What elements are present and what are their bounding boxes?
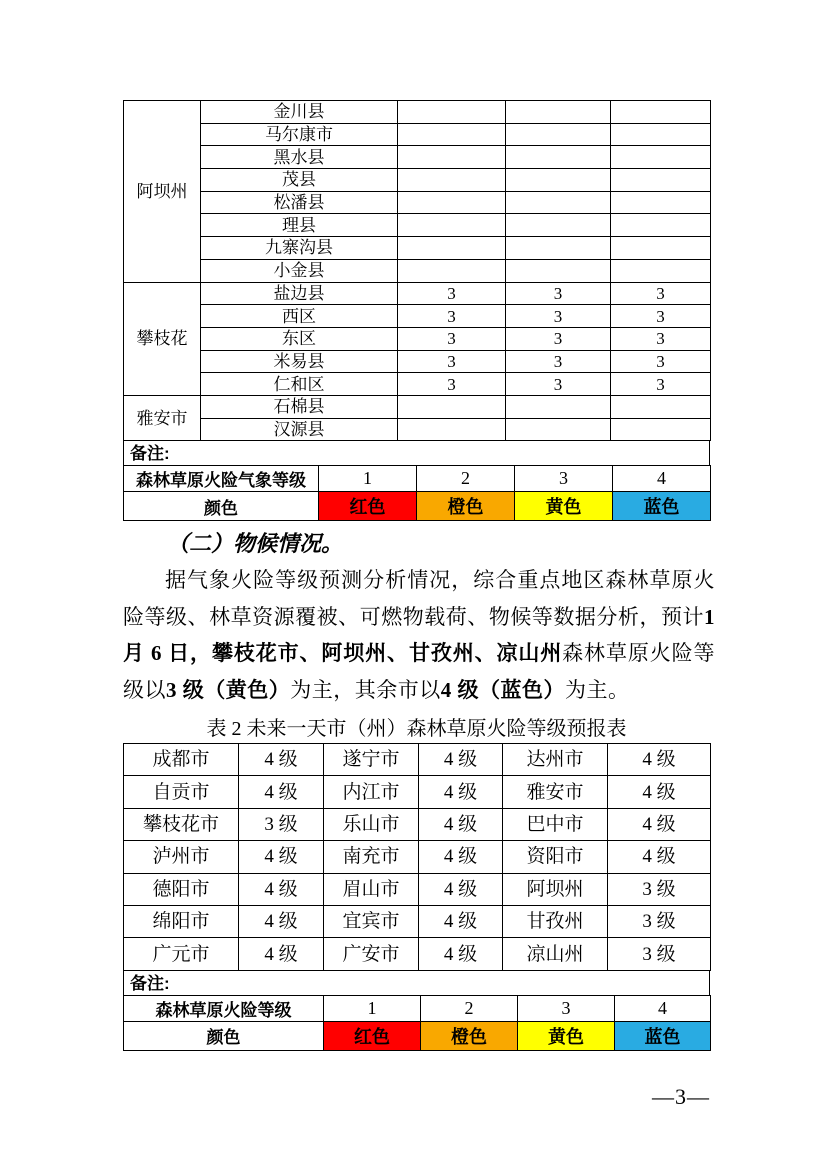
county-cell: 石棉县 xyxy=(201,395,398,418)
legend-level-cell: 1 xyxy=(324,995,421,1021)
county-cell: 盐边县 xyxy=(201,282,398,305)
level-cell: 4 级 xyxy=(419,841,503,873)
legend-level-cell: 3 xyxy=(518,995,615,1021)
legend-level-cell: 4 xyxy=(613,466,711,492)
table1-row xyxy=(124,282,711,305)
county-cell: 金川县 xyxy=(201,101,398,124)
value-cell xyxy=(611,418,711,441)
value-cell: 3 xyxy=(398,350,506,373)
legend-color-cell: 蓝色 xyxy=(615,1021,711,1050)
table1-row xyxy=(124,259,711,282)
table2-data-grid xyxy=(123,743,711,971)
value-cell: 3 xyxy=(611,305,711,328)
value-cell xyxy=(611,123,711,146)
table1-row xyxy=(124,305,711,328)
section-heading: （二）物候情况。 xyxy=(167,531,344,556)
table2-body xyxy=(124,744,711,971)
level-cell: 4 级 xyxy=(608,808,711,840)
level-cell: 3 级 xyxy=(608,938,711,970)
legend-color-cell: 黄色 xyxy=(518,1021,615,1050)
table1-row xyxy=(124,146,711,169)
city-cell: 广安市 xyxy=(324,938,419,970)
region-cell: 雅安市 xyxy=(124,395,201,440)
legend-levels-row xyxy=(124,995,711,1021)
legend-level-cell: 2 xyxy=(421,995,518,1021)
level-cell: 4 级 xyxy=(239,841,324,873)
value-cell xyxy=(611,146,711,169)
table1-row xyxy=(124,101,711,124)
table1-legend-body xyxy=(124,466,711,521)
level-cell: 4 级 xyxy=(419,808,503,840)
table2-row xyxy=(124,776,711,808)
value-cell: 3 xyxy=(611,327,711,350)
legend-color-cell: 橙色 xyxy=(417,492,515,521)
level-cell: 4 级 xyxy=(419,905,503,937)
city-cell: 宜宾市 xyxy=(324,905,419,937)
table1-row xyxy=(124,214,711,237)
legend-label: 森林草原火险气象等级 xyxy=(124,466,319,492)
table1-row xyxy=(124,350,711,373)
value-cell xyxy=(398,418,506,441)
legend-color-cell: 黄色 xyxy=(515,492,613,521)
paragraph-bold-segment: 3 级（黄色） xyxy=(166,678,291,703)
city-cell: 泸州市 xyxy=(124,841,239,873)
level-cell: 4 级 xyxy=(419,776,503,808)
region-cell: 阿坝州 xyxy=(124,101,201,283)
city-cell: 内江市 xyxy=(324,776,419,808)
value-cell xyxy=(506,395,611,418)
city-cell: 成都市 xyxy=(124,744,239,776)
value-cell xyxy=(611,237,711,260)
table2-row xyxy=(124,938,711,970)
value-cell xyxy=(398,237,506,260)
county-cell: 米易县 xyxy=(201,350,398,373)
value-cell xyxy=(506,101,611,124)
legend-color-cell: 红色 xyxy=(324,1021,421,1050)
value-cell xyxy=(398,123,506,146)
city-cell: 甘孜州 xyxy=(503,905,608,937)
table2-row xyxy=(124,744,711,776)
legend-color-cell: 蓝色 xyxy=(613,492,711,521)
value-cell xyxy=(398,146,506,169)
value-cell xyxy=(398,214,506,237)
legend-label: 森林草原火险等级 xyxy=(124,995,324,1021)
value-cell xyxy=(506,214,611,237)
level-cell: 4 级 xyxy=(419,744,503,776)
city-cell: 广元市 xyxy=(124,938,239,970)
table1-body xyxy=(124,101,711,441)
city-cell: 达州市 xyxy=(503,744,608,776)
level-cell: 4 级 xyxy=(239,776,324,808)
value-cell: 3 xyxy=(398,327,506,350)
value-cell: 3 xyxy=(398,282,506,305)
value-cell xyxy=(398,191,506,214)
city-cell: 凉山州 xyxy=(503,938,608,970)
county-cell: 西区 xyxy=(201,305,398,328)
city-cell: 雅安市 xyxy=(503,776,608,808)
county-cell: 东区 xyxy=(201,327,398,350)
legend-color-cell: 橙色 xyxy=(421,1021,518,1050)
county-cell: 黑水县 xyxy=(201,146,398,169)
value-cell xyxy=(398,259,506,282)
table1-row xyxy=(124,191,711,214)
value-cell xyxy=(506,418,611,441)
level-cell: 4 级 xyxy=(239,873,324,905)
level-cell: 4 级 xyxy=(239,938,324,970)
level-cell: 3 级 xyxy=(608,905,711,937)
table2-row xyxy=(124,873,711,905)
level-cell: 4 级 xyxy=(239,744,324,776)
table2-row xyxy=(124,841,711,873)
value-cell: 3 xyxy=(506,350,611,373)
paragraph-bold-segment: 4 级（蓝色） xyxy=(440,678,565,703)
city-cell: 绵阳市 xyxy=(124,905,239,937)
value-cell: 3 xyxy=(398,373,506,396)
county-cell: 马尔康市 xyxy=(201,123,398,146)
value-cell: 3 xyxy=(506,282,611,305)
table2-row xyxy=(124,905,711,937)
table1-meteo-fire-danger xyxy=(123,100,710,521)
value-cell xyxy=(398,101,506,124)
paragraph-segment: 据气象火险等级预测分析情况，综合重点地区森林草原火险等级、林草资源覆被、可燃物载荷、物候等数据分析，预计 xyxy=(123,568,715,629)
county-cell: 仁和区 xyxy=(201,373,398,396)
level-cell: 4 级 xyxy=(608,776,711,808)
value-cell: 3 xyxy=(611,373,711,396)
value-cell: 3 xyxy=(506,373,611,396)
city-cell: 眉山市 xyxy=(324,873,419,905)
county-cell: 理县 xyxy=(201,214,398,237)
table2-legend-body xyxy=(124,995,711,1050)
value-cell xyxy=(506,123,611,146)
table2-legend xyxy=(123,995,711,1051)
value-cell: 3 xyxy=(506,327,611,350)
legend-level-cell: 3 xyxy=(515,466,613,492)
city-cell: 南充市 xyxy=(324,841,419,873)
table1-row xyxy=(124,395,711,418)
county-cell: 松潘县 xyxy=(201,191,398,214)
level-cell: 4 级 xyxy=(419,873,503,905)
table1-row xyxy=(124,237,711,260)
level-cell: 3 级 xyxy=(239,808,324,840)
legend-color-label: 颜色 xyxy=(124,492,319,521)
legend-level-cell: 1 xyxy=(319,466,417,492)
table2-remark-row xyxy=(123,970,710,996)
value-cell: 3 xyxy=(611,282,711,305)
value-cell xyxy=(611,101,711,124)
legend-level-cell: 4 xyxy=(615,995,711,1021)
level-cell: 4 级 xyxy=(239,905,324,937)
county-cell: 茂县 xyxy=(201,169,398,192)
value-cell: 3 xyxy=(398,305,506,328)
city-cell: 阿坝州 xyxy=(503,873,608,905)
level-cell: 4 级 xyxy=(608,744,711,776)
level-cell: 4 级 xyxy=(608,841,711,873)
legend-colors-row xyxy=(124,492,711,521)
value-cell xyxy=(611,169,711,192)
county-cell: 小金县 xyxy=(201,259,398,282)
city-cell: 攀枝花市 xyxy=(124,808,239,840)
city-cell: 德阳市 xyxy=(124,873,239,905)
city-cell: 遂宁市 xyxy=(324,744,419,776)
value-cell xyxy=(611,395,711,418)
legend-color-label: 颜色 xyxy=(124,1021,324,1050)
value-cell xyxy=(506,169,611,192)
level-cell: 4 级 xyxy=(419,938,503,970)
table2-remark-label: 备注: xyxy=(130,973,170,993)
table1-row xyxy=(124,327,711,350)
value-cell xyxy=(611,214,711,237)
phenology-paragraph xyxy=(123,562,715,709)
table1-row xyxy=(124,123,711,146)
county-cell: 汉源县 xyxy=(201,418,398,441)
paragraph-segment: 为主，其余市以 xyxy=(290,678,441,703)
page-number: —3— xyxy=(652,1084,710,1109)
table1-data-grid xyxy=(123,100,711,441)
table1-row xyxy=(124,373,711,396)
table1-remark-label: 备注: xyxy=(130,444,170,464)
legend-levels-row xyxy=(124,466,711,492)
region-cell: 攀枝花 xyxy=(124,282,201,395)
legend-color-cell: 红色 xyxy=(319,492,417,521)
paragraph-segment: 森林草原火险等级以 xyxy=(123,641,716,703)
paragraph-bold-segment: 1 月 6 日，攀枝花市、阿坝州、甘孜州、凉山州 xyxy=(123,604,715,666)
value-cell: 3 xyxy=(506,305,611,328)
value-cell xyxy=(506,191,611,214)
value-cell xyxy=(611,191,711,214)
value-cell xyxy=(398,169,506,192)
legend-colors-row xyxy=(124,1021,711,1050)
table1-legend xyxy=(123,465,711,521)
value-cell xyxy=(506,259,611,282)
level-cell: 3 级 xyxy=(608,873,711,905)
city-cell: 巴中市 xyxy=(503,808,608,840)
table1-row xyxy=(124,418,711,441)
table2-row xyxy=(124,808,711,840)
legend-level-cell: 2 xyxy=(417,466,515,492)
county-cell: 九寨沟县 xyxy=(201,237,398,260)
value-cell xyxy=(506,146,611,169)
table1-remark-row xyxy=(123,440,710,466)
value-cell: 3 xyxy=(611,350,711,373)
paragraph-segment: 为主。 xyxy=(565,678,630,703)
city-cell: 乐山市 xyxy=(324,808,419,840)
city-cell: 自贡市 xyxy=(124,776,239,808)
table1-row xyxy=(124,169,711,192)
value-cell xyxy=(611,259,711,282)
value-cell xyxy=(506,237,611,260)
value-cell xyxy=(398,395,506,418)
table2-title: 表 2 未来一天市（州）森林草原火险等级预报表 xyxy=(206,718,627,740)
city-cell: 资阳市 xyxy=(503,841,608,873)
table2-city-forecast xyxy=(123,743,710,1051)
